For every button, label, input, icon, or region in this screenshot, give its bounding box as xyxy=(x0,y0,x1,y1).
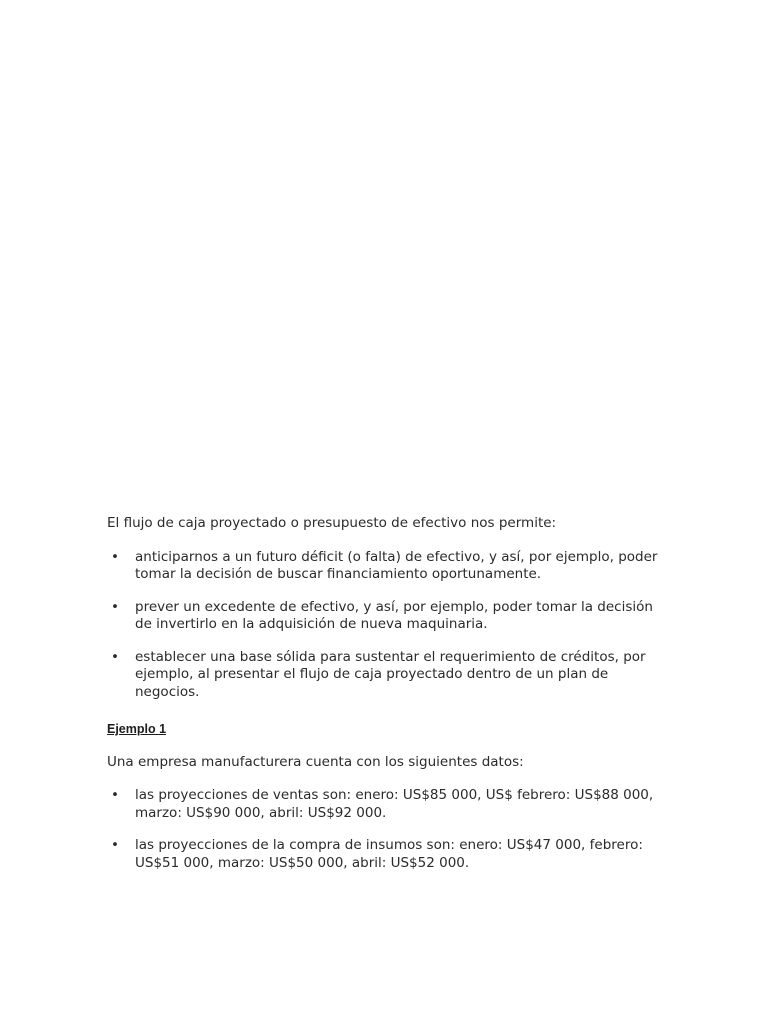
list-item-text: anticiparnos a un futuro déficit (o falta) de efectivo, y así, por ejemplo, poder tomar la decisión de buscar financiamiento oportunamente. xyxy=(135,548,658,582)
list-item-text: prever un excedente de efectivo, y así, por ejemplo, poder tomar la decisión de invertirlo en la adquisición de nueva maquinaria. xyxy=(135,598,653,632)
list-item xyxy=(107,649,667,702)
list-item xyxy=(107,837,667,872)
intro-paragraph: El flujo de caja proyectado o presupuesto de efectivo nos permite: xyxy=(107,515,557,531)
list-item-text: las proyecciones de ventas son: enero: US$85 000, US$ febrero: US$88 000, marzo: US$90 000, abril: US$92 000. xyxy=(135,787,654,821)
list-item xyxy=(107,787,667,822)
list-item xyxy=(107,549,667,584)
example-heading: Ejemplo 1 xyxy=(107,722,167,736)
list-item xyxy=(107,599,667,634)
bullet-icon: • xyxy=(111,837,119,853)
list-item-text: establecer una base sólida para sustentar el requerimiento de créditos, por ejemplo, al presentar el flujo de caja proyectado dentro de un plan de negocios. xyxy=(135,648,646,700)
document-body xyxy=(107,515,667,887)
benefits-list xyxy=(107,549,667,702)
example-intro-paragraph: Una empresa manufacturera cuenta con los siguientes datos: xyxy=(107,753,524,770)
bullet-icon: • xyxy=(111,787,119,803)
list-item-text: las proyecciones de la compra de insumos son: enero: US$47 000, febrero: US$51 000, marzo: US$50 000, abril: US$52 000. xyxy=(135,837,643,871)
bullet-icon: • xyxy=(111,648,119,665)
bullet-icon: • xyxy=(111,598,119,615)
bullet-icon: • xyxy=(111,548,119,565)
example-data-list xyxy=(107,787,667,872)
